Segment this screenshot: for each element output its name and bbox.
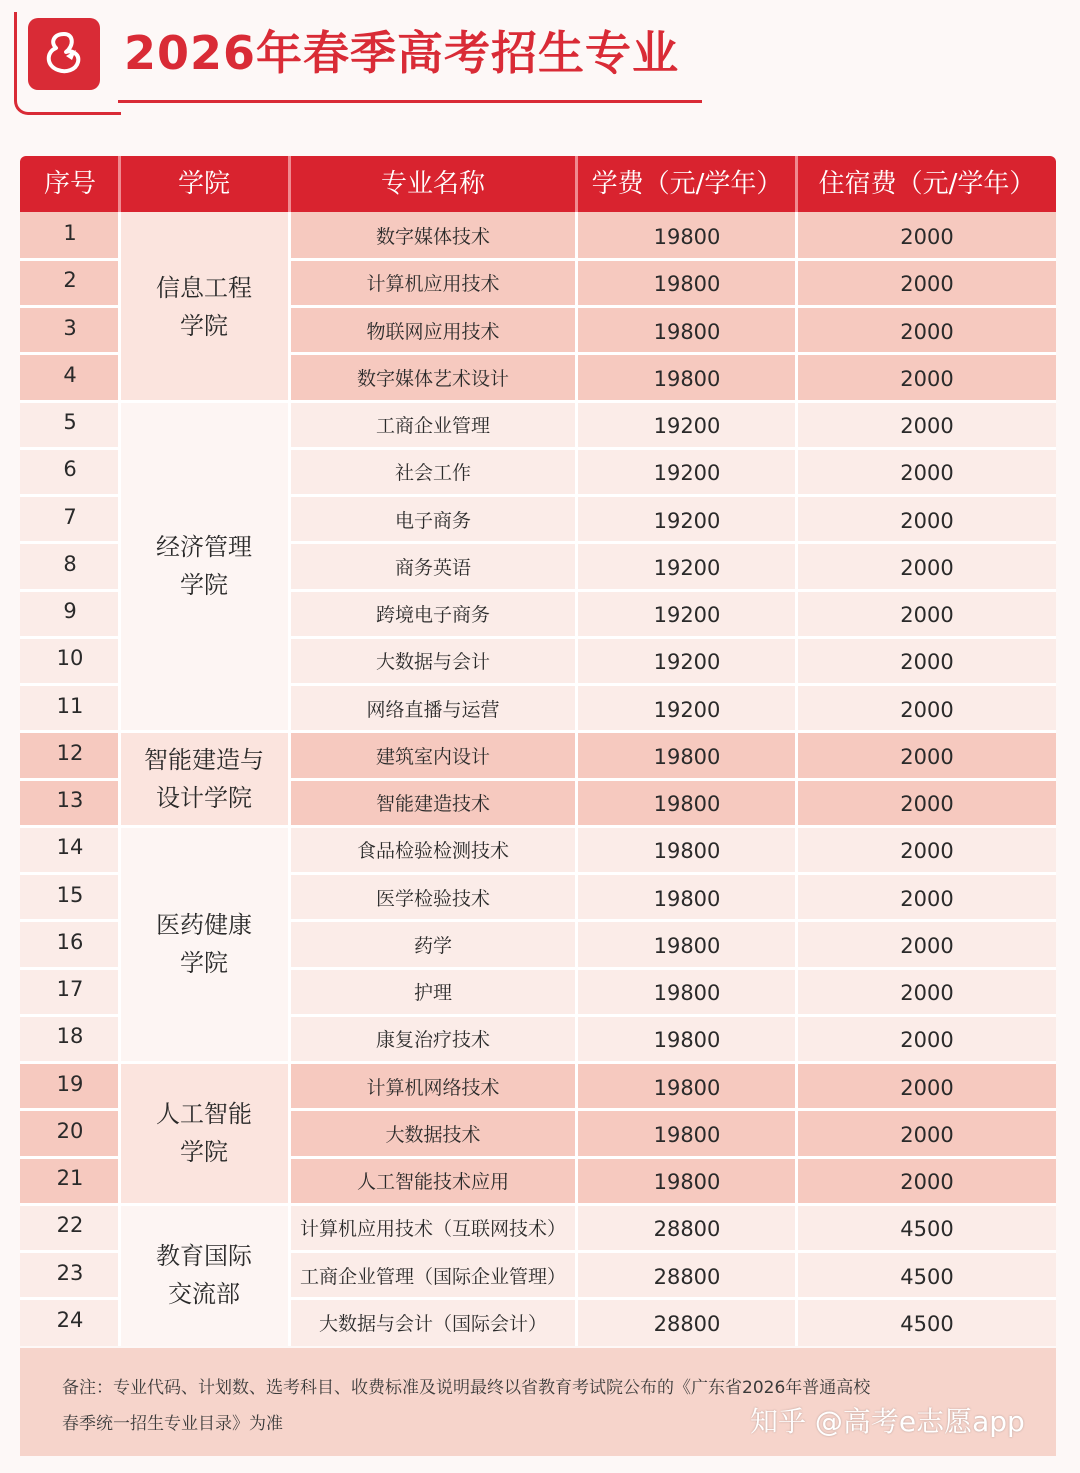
row-index: 5	[63, 410, 77, 434]
college-group	[20, 1063, 1056, 1205]
tuition-fee: 19200	[653, 697, 721, 722]
row-index: 16	[56, 929, 84, 954]
major-name: 跨境电子商务	[375, 604, 490, 626]
tuition-fee: 19200	[653, 650, 721, 675]
major-name: 智能建造技术	[375, 793, 490, 815]
row-index: 11	[56, 693, 84, 718]
tuition-fee: 28800	[653, 1264, 721, 1289]
tuition-fee: 19800	[653, 366, 721, 391]
college-name-line-1: 人工智能	[156, 1100, 252, 1129]
major-name: 计算机应用技术（互联网技术）	[299, 1218, 566, 1241]
tuition-fee: 19800	[653, 319, 721, 344]
major-name: 数字媒体艺术设计	[356, 367, 509, 390]
college-group	[20, 401, 1056, 732]
table-row	[20, 1110, 1056, 1157]
row-index: 14	[56, 835, 84, 860]
row-index: 23	[56, 1260, 84, 1285]
row-index: 6	[63, 457, 77, 482]
major-name: 康复治疗技术	[375, 1029, 490, 1052]
major-name: 大数据技术	[385, 1123, 481, 1146]
dorm-fee: 4500	[900, 1311, 954, 1336]
major-name: 医学检验技术	[375, 887, 490, 910]
table-row	[20, 1063, 1056, 1110]
row-index: 19	[56, 1071, 84, 1096]
title-underline	[118, 100, 702, 103]
tuition-fee: 19800	[653, 886, 721, 911]
dorm-fee: 2000	[900, 792, 954, 816]
table-row	[20, 590, 1056, 637]
major-name: 人工智能技术应用	[356, 1171, 509, 1193]
table-row	[20, 496, 1056, 543]
tuition-fee: 19800	[653, 792, 721, 816]
table-row	[20, 401, 1056, 448]
tuition-fee: 19800	[653, 225, 721, 249]
major-name: 建筑室内设计	[375, 745, 490, 768]
college-name-line-1: 经济管理	[156, 533, 252, 562]
major-name: 电子商务	[394, 509, 471, 532]
row-index: 9	[63, 599, 77, 623]
tuition-fee: 19800	[653, 272, 721, 297]
college-name-line-2: 设计学院	[156, 784, 252, 812]
tuition-fee: 28800	[653, 1311, 721, 1336]
dorm-fee: 2000	[900, 981, 954, 1005]
tuition-fee: 19200	[653, 555, 721, 580]
college-name-line-2: 学院	[180, 571, 228, 600]
tuition-fee: 19200	[653, 603, 721, 627]
dorm-fee: 2000	[900, 1028, 954, 1053]
row-index: 22	[56, 1213, 84, 1238]
major-name: 护理	[413, 982, 452, 1004]
major-name: 工商企业管理	[375, 415, 490, 437]
column-header-tuition: 学费（元/学年）	[591, 169, 783, 199]
table-row	[20, 685, 1056, 732]
dorm-fee: 2000	[900, 555, 954, 580]
table-row	[20, 1204, 1056, 1251]
footnote-line-2: 春季统一招生专业目录》为准	[62, 1414, 283, 1434]
table-row	[20, 354, 1056, 401]
table-header	[20, 156, 1056, 212]
dorm-fee: 2000	[900, 366, 954, 391]
college-name-line-1: 教育国际	[156, 1242, 252, 1271]
college-name-line-1: 智能建造与	[144, 746, 264, 774]
table-row	[20, 1299, 1056, 1346]
dorm-fee: 2000	[900, 272, 954, 297]
college-group	[20, 1204, 1056, 1346]
tuition-fee: 19200	[653, 414, 721, 438]
dorm-fee: 2000	[900, 319, 954, 344]
major-name: 大数据与会计	[375, 651, 490, 674]
dorm-fee: 2000	[900, 1170, 954, 1194]
table-row	[20, 732, 1056, 779]
tuition-fee: 19200	[653, 461, 721, 486]
dorm-fee: 2000	[900, 414, 954, 438]
row-index: 12	[56, 740, 84, 765]
row-index: 13	[56, 788, 84, 812]
dorm-fee: 4500	[900, 1264, 954, 1289]
dorm-fee: 2000	[900, 225, 954, 249]
table-row	[20, 1157, 1056, 1204]
dorm-fee: 2000	[900, 1075, 954, 1100]
tuition-fee: 19800	[653, 1075, 721, 1100]
table-row	[20, 259, 1056, 306]
table-row	[20, 874, 1056, 921]
college-name-line-1: 医药健康	[156, 911, 252, 940]
row-index: 3	[63, 315, 77, 340]
major-name: 大数据与会计（国际会计）	[318, 1312, 547, 1335]
tuition-fee: 19800	[653, 1028, 721, 1053]
college-name-line-2: 交流部	[168, 1280, 240, 1309]
dorm-fee: 2000	[900, 697, 954, 722]
dorm-fee: 2000	[900, 508, 954, 533]
major-name: 网络直播与运营	[366, 698, 500, 721]
table-row	[20, 921, 1056, 968]
table-body	[20, 212, 1056, 1346]
major-name: 社会工作	[394, 462, 471, 485]
major-name: 计算机网络技术	[366, 1076, 500, 1099]
footnote-line-1: 备注：专业代码、计划数、选考科目、收费标准及说明最终以省教育考试院公布的《广东省2026年普通高校	[62, 1378, 871, 1398]
tuition-fee: 19200	[653, 508, 721, 533]
row-index: 8	[63, 551, 77, 576]
major-name: 食品检验检测技术	[356, 840, 509, 863]
row-index: 4	[63, 362, 77, 387]
table-row	[20, 637, 1056, 684]
column-header-dorm-fee: 住宿费（元/学年）	[818, 169, 1036, 199]
column-header-college: 学院	[177, 169, 230, 199]
row-index: 21	[56, 1166, 84, 1190]
college-group	[20, 826, 1056, 1062]
dorm-fee: 2000	[900, 603, 954, 627]
dorm-fee: 2000	[900, 839, 954, 864]
table-row	[20, 968, 1056, 1015]
tuition-fee: 19800	[653, 744, 721, 769]
tuition-fee: 19800	[653, 933, 721, 958]
table-row	[20, 212, 1056, 259]
dorm-fee: 4500	[900, 1217, 954, 1242]
brand-logo-icon	[28, 18, 100, 90]
college-name-line-2: 学院	[180, 1138, 228, 1167]
column-header-index: 序号	[43, 169, 96, 199]
major-name: 计算机应用技术	[366, 273, 500, 296]
table-row	[20, 448, 1056, 495]
table-row	[20, 307, 1056, 354]
college-name-line-1: 信息工程	[156, 273, 252, 302]
major-name: 物联网应用技术	[366, 320, 500, 343]
row-index: 2	[63, 268, 77, 293]
table-row	[20, 779, 1056, 826]
tuition-fee: 19800	[653, 1122, 721, 1147]
page-title: 2026年春季高考招生专业	[124, 26, 680, 80]
row-index: 15	[56, 882, 84, 907]
major-name: 药学	[413, 934, 452, 957]
row-index: 17	[56, 977, 84, 1001]
row-index: 20	[56, 1118, 84, 1143]
dorm-fee: 2000	[900, 1122, 954, 1147]
dorm-fee: 2000	[900, 461, 954, 486]
college-name-line-2: 学院	[180, 311, 228, 340]
table-row	[20, 1015, 1056, 1062]
row-index: 24	[56, 1307, 84, 1332]
table-row	[20, 1252, 1056, 1299]
column-header-major: 专业名称	[380, 169, 485, 199]
row-index: 10	[56, 646, 84, 671]
table-row	[20, 826, 1056, 873]
majors-table	[20, 156, 1056, 1346]
tuition-fee: 19800	[653, 839, 721, 864]
table-row	[20, 543, 1056, 590]
row-index: 1	[63, 221, 77, 245]
row-index: 18	[56, 1024, 84, 1049]
dorm-fee: 2000	[900, 744, 954, 769]
dorm-fee: 2000	[900, 886, 954, 911]
row-index: 7	[63, 504, 77, 529]
college-group	[20, 212, 1056, 401]
tuition-fee: 28800	[653, 1217, 721, 1242]
college-name-line-2: 学院	[180, 949, 228, 978]
college-group	[20, 732, 1056, 827]
watermark: 知乎 @高考e志愿app	[750, 1405, 1025, 1438]
major-name: 数字媒体技术	[375, 226, 490, 248]
dorm-fee: 2000	[900, 933, 954, 958]
major-name: 商务英语	[394, 556, 471, 579]
dorm-fee: 2000	[900, 650, 954, 675]
tuition-fee: 19800	[653, 1170, 721, 1194]
major-name: 工商企业管理（国际企业管理）	[299, 1265, 566, 1288]
tuition-fee: 19800	[653, 981, 721, 1005]
